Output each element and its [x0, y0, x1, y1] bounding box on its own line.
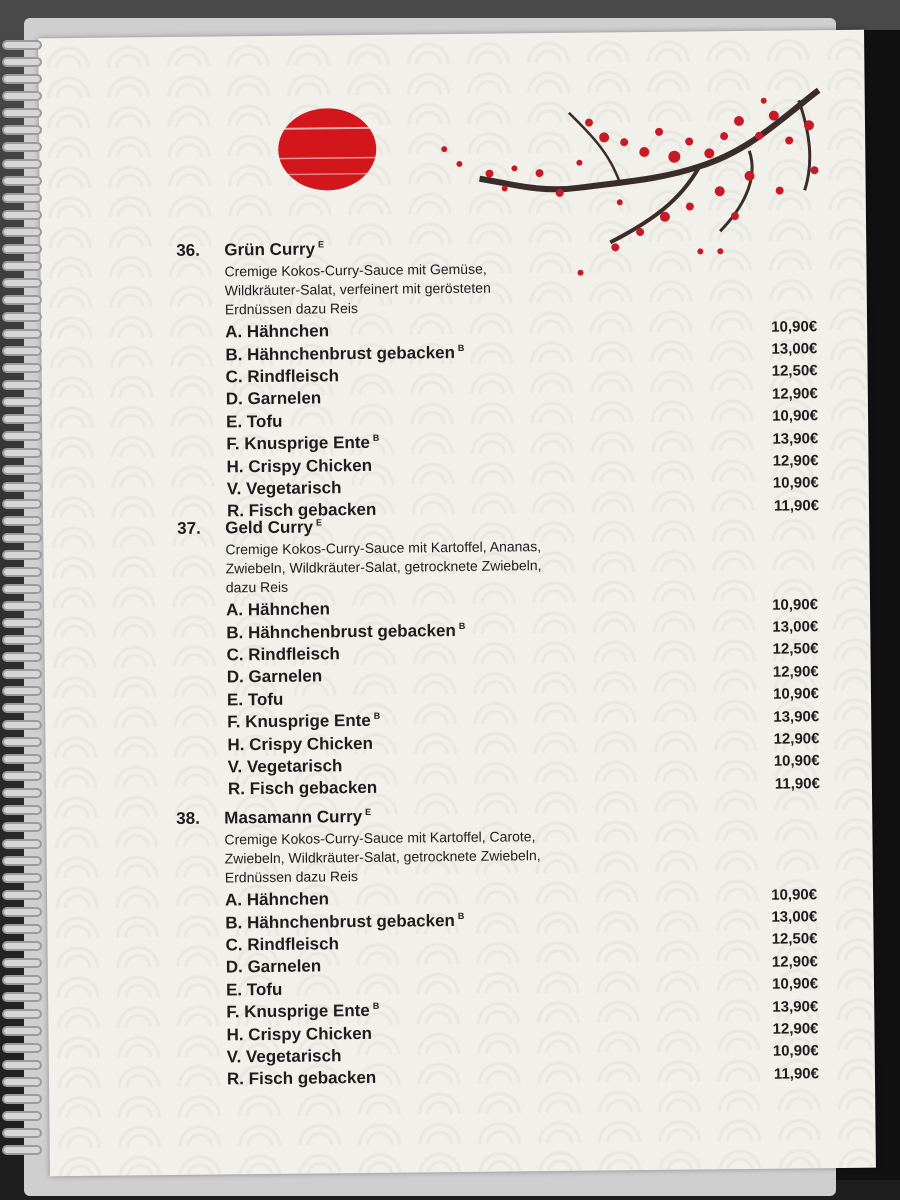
price: 10,90€ [772, 474, 819, 493]
spiral-ring [2, 125, 42, 135]
spiral-ring [2, 261, 42, 271]
menu-option: C. Rindfleisch 12,50€ [226, 640, 819, 665]
dish-description: Cremige Kokos-Curry-Sauce mit Kartoffel, Carote, Zwiebeln, Wildkräuter-Salat, getrocknete Zwiebeln, Erdnüssen dazu Reis [224, 828, 541, 886]
spiral-ring [2, 907, 42, 917]
spiral-ring [2, 737, 42, 747]
dish-description: Cremige Kokos-Curry-Sauce mit Kartoffel, Ananas, Zwiebeln, Wildkräuter-Salat, getrocknete Zwiebeln, dazu Reis [225, 538, 542, 596]
spiral-ring [2, 414, 42, 424]
price: 13,00€ [771, 340, 818, 358]
spiral-ring [2, 941, 42, 951]
price: 13,90€ [772, 429, 819, 448]
menu-content [38, 30, 876, 1177]
spiral-ring [2, 924, 42, 934]
allergen-mark: E [315, 517, 323, 528]
price: 13,90€ [773, 707, 820, 726]
menu-option: B. Hähnchenbrust gebacken $^B$ 13,00€ [225, 340, 818, 364]
menu-option: D. Garnelen 12,90€ [226, 663, 819, 687]
spiral-ring [2, 873, 42, 883]
menu-option: C. Rindfleisch 12,50€ [225, 930, 818, 955]
price: 11,90€ [773, 1065, 820, 1083]
menu-page [38, 30, 876, 1177]
allergen-mark: E [365, 807, 372, 818]
menu-option: R. Fisch gebacken 11,90€ [226, 1065, 820, 1089]
price: 11,90€ [773, 497, 820, 515]
price: 10,90€ [772, 1042, 819, 1061]
spiral-ring [2, 108, 42, 118]
spiral-ring [2, 686, 42, 696]
spiral-ring [2, 703, 42, 713]
price: 12,50€ [771, 930, 818, 949]
price: 12,90€ [771, 385, 818, 403]
spiral-ring [2, 57, 42, 67]
price: 10,90€ [773, 752, 820, 771]
menu-option: V. Vegetarisch 10,90€ [226, 474, 819, 499]
spiral-ring [2, 533, 42, 543]
menu-option: E. Tofu 10,90€ [225, 407, 819, 432]
spiral-ring [2, 567, 42, 577]
menu-option: A. Hähnchen 10,90€ [225, 317, 818, 342]
menu-option: E. Tofu 10,90€ [225, 975, 819, 1000]
spiral-ring [2, 975, 42, 985]
spiral-ring [2, 822, 42, 832]
menu-option: V. Vegetarisch 10,90€ [226, 1042, 819, 1067]
dish-number: 37. [177, 518, 201, 538]
spiral-ring [2, 295, 42, 305]
spiral-ring [2, 1145, 42, 1155]
spiral-ring [2, 839, 42, 849]
spiral-ring [2, 142, 42, 152]
dish-title: Geld Curry $^E$ [225, 517, 323, 538]
spiral-ring [2, 788, 42, 798]
spiral-ring [2, 669, 42, 679]
price: 12,90€ [772, 452, 819, 470]
menu-option: R. Fisch gebacken 11,90€ [227, 775, 820, 799]
spiral-ring [2, 1128, 42, 1138]
spiral-ring [2, 244, 42, 254]
spiral-ring [2, 465, 42, 475]
spiral-binding [0, 40, 46, 1180]
spiral-ring [2, 1060, 42, 1070]
price: 11,90€ [774, 775, 820, 793]
dish-number: 38. [176, 808, 200, 828]
menu-option: H. Crispy Chicken 12,90€ [226, 452, 819, 476]
spiral-ring [2, 754, 42, 764]
price: 12,90€ [772, 663, 819, 681]
spiral-ring [2, 74, 42, 84]
spiral-ring [2, 176, 42, 186]
option-list [226, 593, 820, 801]
price: 12,50€ [772, 640, 819, 659]
spiral-ring [2, 431, 42, 441]
price: 13,00€ [771, 908, 818, 926]
price: 13,90€ [772, 997, 819, 1016]
price: 10,90€ [772, 407, 819, 425]
spiral-ring [2, 1094, 42, 1104]
spiral-ring [2, 618, 42, 628]
spiral-ring [2, 1009, 42, 1019]
spiral-ring [2, 550, 42, 560]
spiral-ring [2, 397, 42, 407]
menu-option: F. Knusprige Ente $^B$ 13,90€ [227, 707, 820, 732]
allergen-mark: E [317, 239, 324, 250]
spiral-ring [2, 499, 42, 509]
price: 12,90€ [773, 730, 820, 748]
menu-option: A. Hähnchen 10,90€ [225, 595, 819, 620]
menu-option: B. Hähnchenbrust gebacken $^B$ 13,00€ [225, 908, 818, 933]
spiral-ring [2, 856, 42, 866]
spiral-ring [2, 40, 42, 50]
menu-section-37 [177, 512, 820, 801]
spiral-ring [2, 312, 42, 322]
spiral-ring [2, 380, 42, 390]
spiral-ring [2, 482, 42, 492]
spiral-ring [2, 210, 42, 220]
spiral-ring [2, 720, 42, 730]
menu-option: E. Tofu 10,90€ [226, 685, 820, 710]
spiral-ring [2, 584, 42, 594]
price: 12,90€ [772, 1020, 819, 1038]
spiral-ring [2, 652, 42, 662]
price: 10,90€ [772, 685, 820, 703]
spiral-ring [2, 1026, 42, 1036]
price: 12,90€ [771, 953, 818, 971]
menu-option: D. Garnelen 12,90€ [225, 953, 818, 977]
menu-option: A. Hähnchen 10,90€ [224, 885, 818, 910]
price: 10,90€ [771, 885, 818, 904]
spiral-ring [2, 958, 42, 968]
spiral-ring [2, 278, 42, 288]
spiral-ring [2, 193, 42, 203]
menu-option: F. Knusprige Ente $^B$ 13,90€ [226, 997, 819, 1022]
price: 12,50€ [771, 362, 818, 381]
spiral-ring [2, 1043, 42, 1053]
spiral-ring [2, 329, 42, 339]
menu-option: H. Crispy Chicken 12,90€ [226, 1020, 819, 1044]
price: 13,00€ [772, 618, 819, 636]
menu-option: B. Hähnchenbrust gebacken $^B$ 13,00€ [226, 618, 819, 642]
menu-option: H. Crispy Chicken 12,90€ [227, 730, 820, 754]
spiral-ring [2, 346, 42, 356]
spiral-ring [2, 1111, 42, 1121]
option-list [225, 883, 819, 1091]
spiral-ring [2, 159, 42, 169]
menu-section-36 [176, 234, 819, 523]
spiral-ring [2, 1077, 42, 1087]
menu-option: F. Knusprige Ente $^B$ 13,90€ [226, 429, 819, 454]
spiral-ring [2, 91, 42, 101]
price: 10,90€ [772, 595, 819, 614]
dish-description: Cremige Kokos-Curry-Sauce mit Gemüse, Wildkräuter-Salat, verfeinert mit gerösteten Erdnüssen dazu Reis [224, 260, 491, 318]
menu-option: V. Vegetarisch 10,90€ [227, 752, 820, 777]
dish-title: Masamann Curry $^E$ [224, 807, 372, 828]
spiral-ring [2, 992, 42, 1002]
dish-title: Grün Curry $^E$ [224, 239, 324, 260]
menu-option: D. Garnelen 12,90€ [225, 385, 818, 409]
spiral-ring [2, 890, 42, 900]
spiral-ring [2, 363, 42, 373]
spiral-ring [2, 635, 42, 645]
spiral-ring [2, 227, 42, 237]
spiral-ring [2, 448, 42, 458]
option-list [225, 315, 819, 523]
dish-number: 36. [176, 240, 201, 260]
price: 10,90€ [772, 975, 819, 993]
price: 10,90€ [771, 317, 818, 336]
menu-section-38 [176, 802, 819, 1091]
menu-option: C. Rindfleisch 12,50€ [225, 362, 818, 387]
spiral-ring [2, 601, 42, 611]
spiral-ring [2, 771, 42, 781]
spiral-ring [2, 516, 42, 526]
menu-option: R. Fisch gebacken 11,90€ [226, 497, 820, 521]
spiral-ring [2, 805, 42, 815]
